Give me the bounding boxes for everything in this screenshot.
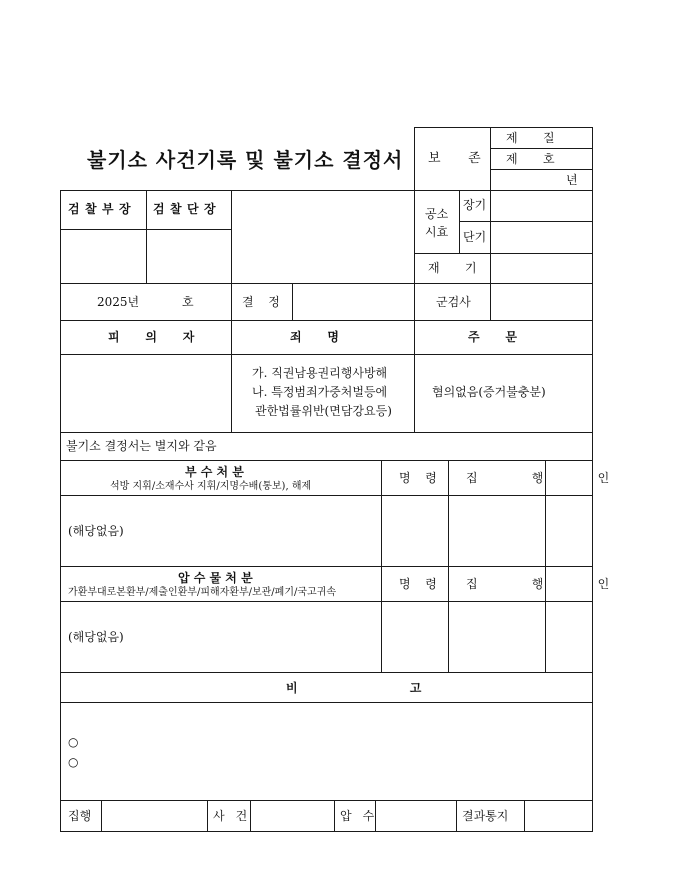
statute-label: 공소 시효 bbox=[425, 207, 449, 239]
statute-value-left bbox=[490, 190, 491, 320]
statute-bottom-line bbox=[414, 253, 593, 254]
case-bottom-line bbox=[60, 320, 593, 321]
statute-left bbox=[414, 190, 415, 320]
approval-header-line bbox=[60, 229, 232, 230]
supp-header-line bbox=[60, 495, 593, 496]
preservation-row-2: 제 호 bbox=[506, 152, 566, 166]
approval-divider-1 bbox=[146, 190, 147, 283]
remarks-bottom-line bbox=[60, 800, 593, 801]
statute-long: 장기 bbox=[463, 198, 487, 212]
remarks-bullet-1: ○ bbox=[68, 735, 79, 749]
approval-team-label: 검찰단장 bbox=[153, 202, 221, 216]
decision-label: 결 정 bbox=[242, 295, 286, 309]
statute-reprosecution: 재 기 bbox=[428, 261, 488, 275]
footer-result-notice: 결과통지 bbox=[462, 809, 509, 823]
preservation-label: 보 존 bbox=[428, 151, 493, 166]
footer-divider-2 bbox=[207, 800, 208, 832]
approval-chief-label: 검찰부장 bbox=[68, 202, 136, 216]
footer-divider-1 bbox=[101, 800, 102, 832]
prosecutor-label: 군검사 bbox=[436, 295, 471, 309]
header-divider-2 bbox=[414, 320, 415, 432]
seizure-title: 압 수 물 처 분 bbox=[178, 571, 253, 585]
outer-border-left bbox=[60, 190, 61, 832]
disposition-header: 주 문 bbox=[468, 330, 528, 344]
approval-bottom-line bbox=[60, 283, 593, 284]
footer-divider-4 bbox=[334, 800, 335, 832]
charge-item-3: 관한법률위반(면담강요등) bbox=[255, 404, 392, 418]
preservation-left bbox=[414, 127, 415, 190]
preservation-top bbox=[414, 127, 593, 128]
seizure-executor: 집 행 인 bbox=[466, 577, 635, 591]
footer-execution: 집행 bbox=[68, 809, 92, 823]
charges-bottom-line bbox=[60, 432, 593, 433]
preservation-row-1: 제 질 bbox=[506, 131, 566, 145]
page-title: 불기소 사건기록 및 불기소 결정서 bbox=[87, 148, 404, 172]
remarks-bullet-2: ○ bbox=[68, 755, 79, 769]
statute-short: 단기 bbox=[463, 230, 487, 244]
seizure-content: (해당없음) bbox=[68, 630, 124, 644]
remarks-label: 비 고 bbox=[286, 681, 476, 695]
footer-divider-6 bbox=[456, 800, 457, 832]
seizure-divider-2 bbox=[448, 566, 449, 672]
supplementary-subtitle: 석방 지휘/소재수사 지휘/지명수배(통보), 해제 bbox=[110, 481, 312, 492]
preservation-row-line-1 bbox=[490, 148, 593, 149]
outer-border-bottom bbox=[60, 831, 593, 832]
supp-divider-1 bbox=[381, 460, 382, 566]
footer-case: 사 건 bbox=[213, 809, 251, 823]
preservation-row-3: 년 bbox=[566, 173, 578, 187]
main-top-line bbox=[60, 190, 593, 191]
seizure-subtitle: 가환부대로본환부/제출인환부/피해자환부/보관/폐기/국고귀속 bbox=[68, 587, 337, 598]
supp-divider-2 bbox=[448, 460, 449, 566]
note-bottom-line bbox=[60, 460, 593, 461]
supplementary-content: (해당없음) bbox=[68, 524, 124, 538]
header-bottom-line bbox=[60, 354, 593, 355]
suspect-header: 피 의 자 bbox=[108, 330, 206, 344]
approval-divider-2 bbox=[231, 190, 232, 283]
footer-seizure: 압 수 bbox=[340, 809, 378, 823]
seizure-order: 명 령 bbox=[399, 577, 443, 591]
case-divider-1 bbox=[231, 283, 232, 320]
supp-bottom-line bbox=[60, 566, 593, 567]
disposition-value: 혐의없음(증거불충분) bbox=[432, 385, 546, 399]
statute-row-line bbox=[459, 221, 593, 222]
case-number-suffix: 호 bbox=[182, 295, 194, 309]
header-divider-1 bbox=[231, 320, 232, 432]
case-divider-2 bbox=[292, 283, 293, 320]
preservation-row-line-2 bbox=[490, 169, 593, 170]
seizure-bottom-line bbox=[60, 672, 593, 673]
footer-divider-7 bbox=[524, 800, 525, 832]
remarks-header-line bbox=[60, 702, 593, 703]
case-year: 2025년 bbox=[97, 295, 140, 309]
supplementary-executor: 집 행 인 bbox=[466, 471, 635, 485]
attached-note: 불기소 결정서는 별지와 같음 bbox=[66, 439, 217, 453]
supplementary-order: 명 령 bbox=[399, 471, 443, 485]
seizure-divider-1 bbox=[381, 566, 382, 672]
seizure-header-line bbox=[60, 601, 593, 602]
charge-item-2: 나. 특정범죄가중처벌등에 bbox=[252, 385, 388, 399]
charge-item-1: 가. 직권남용권리행사방해 bbox=[252, 366, 388, 380]
charges-header: 죄 명 bbox=[290, 330, 350, 344]
supplementary-title: 부 수 처 분 bbox=[185, 465, 244, 479]
